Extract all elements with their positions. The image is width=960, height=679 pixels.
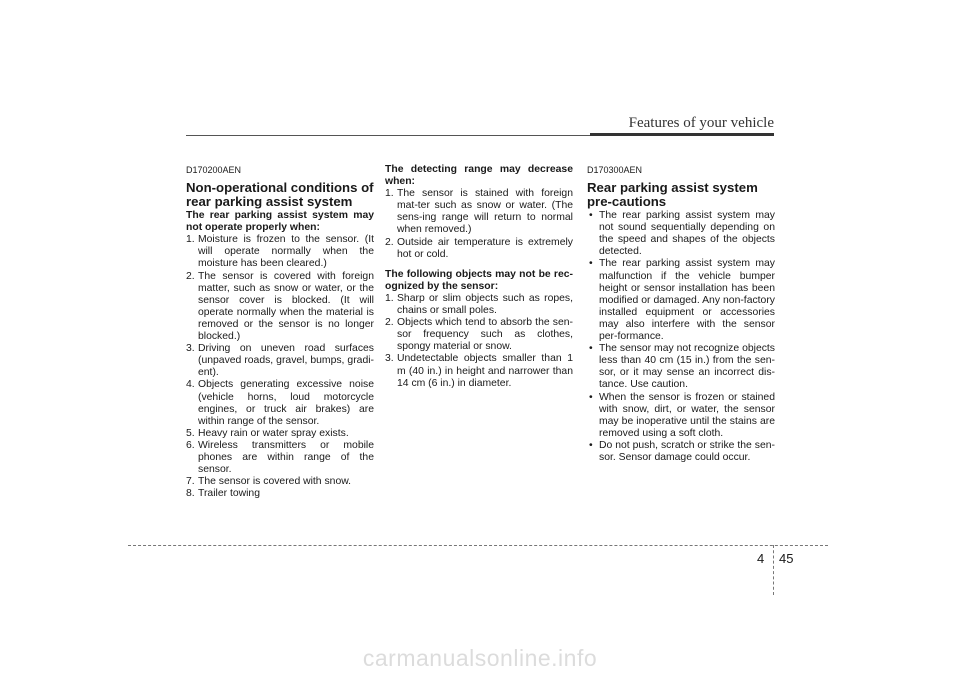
list-item <box>186 379 374 427</box>
unrecognized-objects-subheading: The following objects may not be rec-ognized by the sensor: <box>385 268 573 292</box>
item-text: The sensor is covered with snow. <box>198 476 352 488</box>
item-number: 1. <box>186 234 195 246</box>
bullet-icon: • <box>589 439 593 451</box>
list-item <box>587 210 775 258</box>
list-item <box>385 188 573 236</box>
unrecognized-objects-list <box>385 293 573 390</box>
page-header-title: Features of your vehicle <box>628 115 774 131</box>
item-number: 8. <box>186 488 195 500</box>
list-item <box>186 440 374 476</box>
list-item <box>186 488 374 500</box>
section-heading: Non-operational conditions of rear parking assist system <box>186 180 374 209</box>
item-text: Wireless transmitters or mobile phones are within range of the sensor. <box>198 439 374 476</box>
item-text: Objects which tend to absorb the sen-sor frequency such as clothes, spongy material or snow. <box>397 317 573 353</box>
column-precautions <box>587 164 775 464</box>
item-text: Do not push, scratch or strike the sen-sor. Sensor damage could occur. <box>599 439 775 463</box>
list-item <box>186 428 374 440</box>
item-number: 3. <box>385 353 394 365</box>
section-subheading: The rear parking assist system may not operate properly when: <box>186 210 374 234</box>
item-text: When the sensor is frozen or stained with snow, dirt, or water, the sensor may be inoperative until the stains are removed using a soft cloth. <box>599 391 775 439</box>
item-text: Undetectable objects smaller than 1 m (40 in.) in height and narrower than 14 cm (6 in.) in diameter. <box>397 353 573 389</box>
section-heading: Rear parking assist system pre-cautions <box>587 180 758 209</box>
list-item <box>587 392 775 440</box>
item-text: Heavy rain or water spray exists. <box>198 427 349 439</box>
list-item <box>186 271 374 344</box>
list-item <box>186 234 374 270</box>
footer-divider <box>128 545 828 546</box>
item-text: The sensor is covered with foreign matter, such as snow or water, or the sensor cover is blocked. (It will operate normally when the material is removed or the sensor is no longer blocked.) <box>198 270 374 343</box>
page-number: 45 <box>779 551 794 566</box>
item-number: 1. <box>385 188 394 200</box>
item-text: Moisture is frozen to the sensor. (It will operate normally when the moisture has been cleared.) <box>198 234 374 270</box>
item-text: The sensor may not recognize objects less than 40 cm (15 in.) from the sen-sor, or it may sense an incorrect dis-tance. Use caution. <box>599 343 775 391</box>
detecting-range-subheading: The detecting range may decrease when: <box>385 164 573 188</box>
item-text: Outside air temperature is extremely hot or cold. <box>397 236 573 260</box>
section-code: D170200AEN <box>186 165 242 175</box>
item-number: 7. <box>186 476 195 488</box>
item-text: Driving on uneven road surfaces (unpaved roads, gravel, bumps, gradi-ent). <box>198 343 374 379</box>
list-item <box>385 293 573 317</box>
item-number: 2. <box>186 270 195 282</box>
item-number: 4. <box>186 379 195 391</box>
list-item <box>587 258 775 343</box>
list-item <box>385 317 573 353</box>
item-text: The rear parking assist system may not sound sequentially depending on the speed and shapes of the objects detected. <box>599 210 775 258</box>
item-text: The sensor is stained with foreign mat-ter such as snow or water. (The sens-ing range will return to normal when removed.) <box>397 188 573 236</box>
column-detecting-range <box>385 164 573 390</box>
bullet-icon: • <box>589 343 593 355</box>
item-text: The rear parking assist system may malfunction if the vehicle bumper height or sensor installation has been modified or damaged. Any non-factory installed equipment or accessories may also interfere with the sensor per-formance. <box>599 258 775 343</box>
list-item <box>385 237 573 261</box>
item-text: Objects generating excessive noise (vehicle horns, loud motorcycle engines, or truck air brakes) are within range of the sensor. <box>198 379 374 427</box>
item-number: 5. <box>186 427 195 439</box>
list-item <box>587 343 775 391</box>
item-text: Sharp or slim objects such as ropes, chains or small poles. <box>397 292 573 317</box>
item-number: 1. <box>385 292 394 304</box>
section-code: D170300AEN <box>587 165 643 175</box>
item-number: 3. <box>186 343 195 355</box>
item-text: Trailer towing <box>198 488 260 500</box>
column-non-operational-conditions <box>186 164 374 500</box>
chapter-number: 4 <box>757 551 765 566</box>
item-number: 2. <box>385 236 394 248</box>
list-item <box>186 343 374 379</box>
detecting-range-list <box>385 188 573 261</box>
bullet-icon: • <box>589 391 593 403</box>
list-item <box>186 476 374 488</box>
item-number: 6. <box>186 439 195 451</box>
conditions-list <box>186 234 374 500</box>
bullet-icon: • <box>589 210 593 222</box>
item-number: 2. <box>385 317 394 329</box>
header-rule-accent <box>590 133 774 136</box>
footer-page-divider <box>773 545 774 595</box>
precautions-list <box>587 210 775 464</box>
list-item <box>587 440 775 464</box>
list-item <box>385 353 573 389</box>
watermark: carmanualsonline.info <box>362 645 598 671</box>
bullet-icon: • <box>589 258 593 270</box>
